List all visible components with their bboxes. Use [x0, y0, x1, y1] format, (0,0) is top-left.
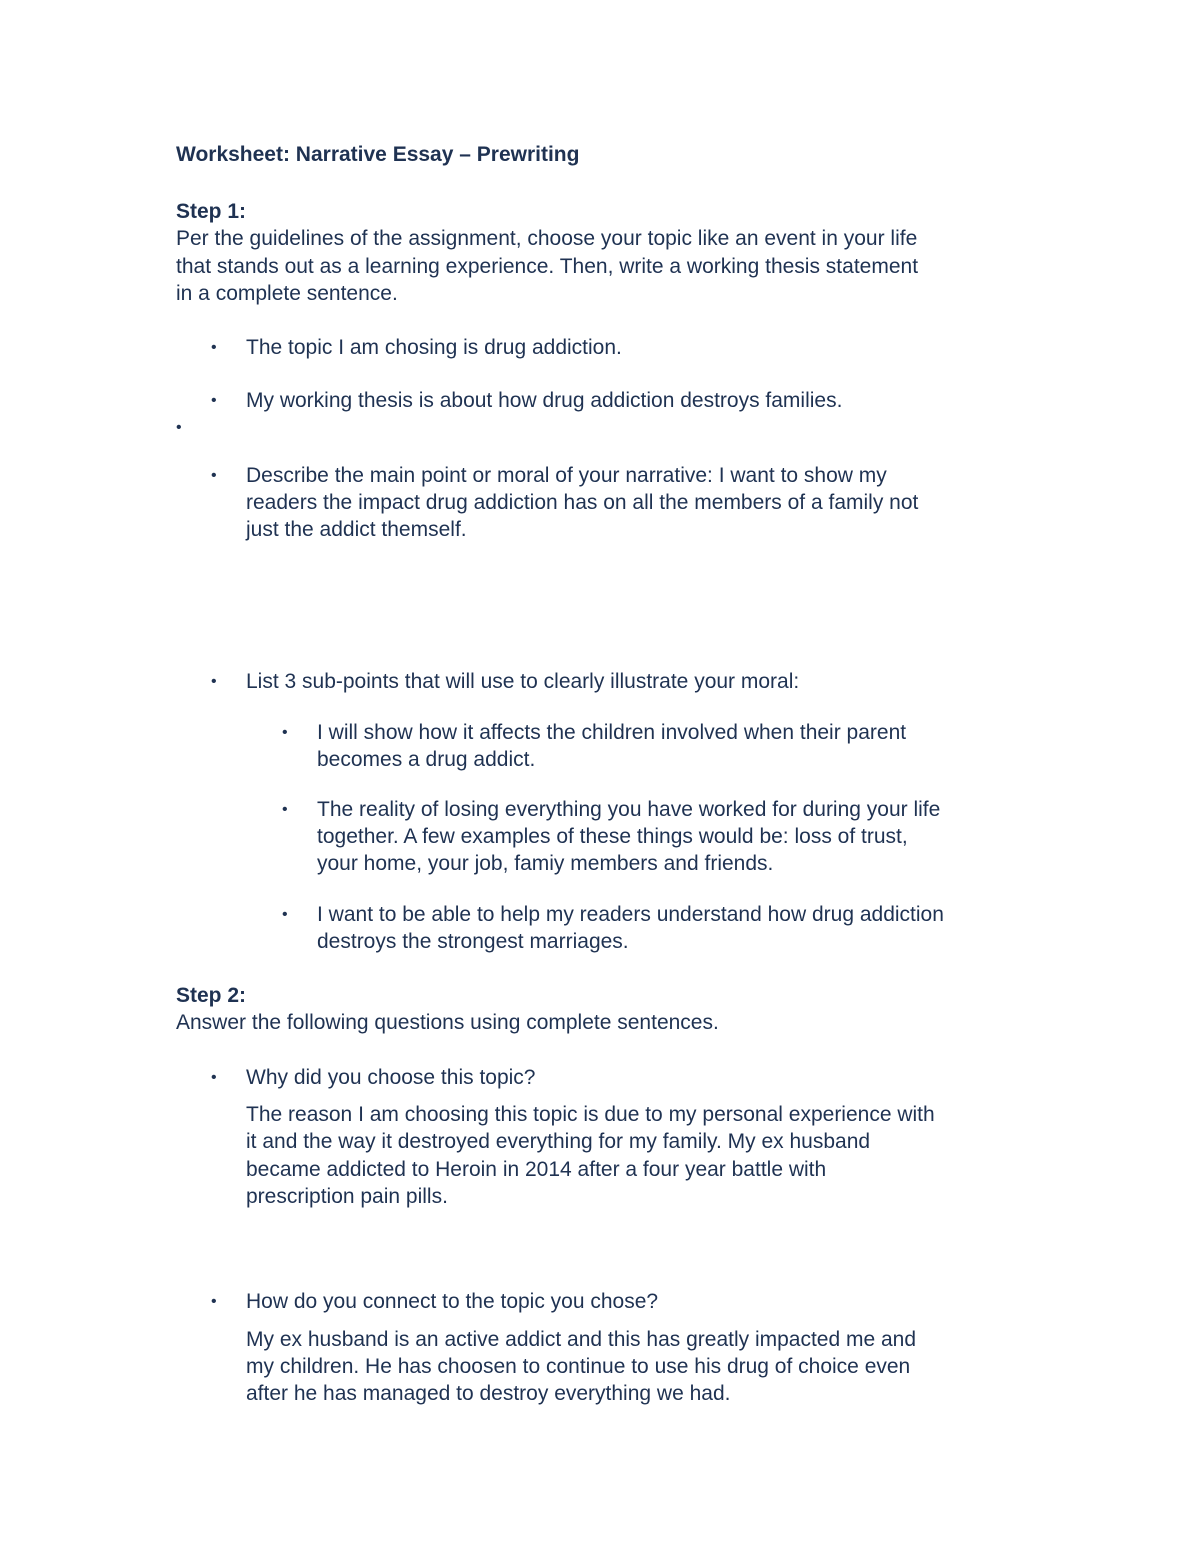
- subpoint-line: I want to be able to help my readers understand how drug addiction: [317, 903, 944, 926]
- bullet-icon: •: [176, 419, 182, 436]
- topic-item: The topic I am chosing is drug addiction.: [246, 336, 622, 359]
- thesis-item: My working thesis is about how drug addiction destroys families.: [246, 389, 843, 412]
- step1-instructions-line: in a complete sentence.: [176, 282, 398, 305]
- moral-item-line: readers the impact drug addiction has on all the members of a family not: [246, 491, 919, 514]
- step2-heading: Step 2:: [176, 984, 247, 1007]
- bullet-icon: •: [282, 906, 288, 923]
- bullet-icon: •: [282, 801, 288, 818]
- question-text: Why did you choose this topic?: [246, 1066, 536, 1089]
- bullet-icon: •: [211, 467, 217, 484]
- bullet-icon: •: [211, 1293, 217, 1310]
- step1-instructions-line: Per the guidelines of the assignment, choose your topic like an event in your life: [176, 227, 918, 250]
- bullet-icon: •: [211, 339, 217, 356]
- bullet-icon: •: [211, 1069, 217, 1086]
- answer-line: after he has managed to destroy everything we had.: [246, 1382, 731, 1405]
- bullet-icon: •: [211, 392, 217, 409]
- step1-instructions-line: that stands out as a learning experience. Then, write a working thesis statement: [176, 255, 919, 278]
- answer-line: My ex husband is an active addict and this has greatly impacted me and: [246, 1328, 917, 1351]
- subpoint-line: together. A few examples of these things would be: loss of trust,: [317, 825, 908, 848]
- subpoint-line: destroys the strongest marriages.: [317, 930, 629, 953]
- moral-item-line: Describe the main point or moral of your narrative: I want to show my: [246, 464, 887, 487]
- worksheet-page: [176, 0, 1036, 1553]
- subpoint-line: your home, your job, famiy members and friends.: [317, 852, 774, 875]
- answer-line: became addicted to Heroin in 2014 after a four year battle with: [246, 1158, 827, 1181]
- question-text: How do you connect to the topic you chose?: [246, 1290, 659, 1313]
- answer-line: my children. He has choosen to continue to use his drug of choice even: [246, 1355, 911, 1378]
- page-title: Worksheet: Narrative Essay – Prewriting: [176, 143, 580, 166]
- answer-line: The reason I am choosing this topic is due to my personal experience with: [246, 1103, 935, 1126]
- subpoint-line: I will show how it affects the children involved when their parent: [317, 721, 907, 744]
- subpoint-line: becomes a drug addict.: [317, 748, 536, 771]
- moral-item-line: just the addict themself.: [246, 518, 467, 541]
- subpoints-prompt: List 3 sub-points that will use to clearly illustrate your moral:: [246, 670, 800, 693]
- bullet-icon: •: [282, 724, 288, 741]
- step2-instructions: Answer the following questions using complete sentences.: [176, 1011, 719, 1034]
- subpoint-line: The reality of losing everything you have worked for during your life: [317, 798, 941, 821]
- bullet-icon: •: [211, 673, 217, 690]
- answer-line: prescription pain pills.: [246, 1185, 448, 1208]
- step1-heading: Step 1:: [176, 200, 247, 223]
- answer-line: it and the way it destroyed everything for my family. My ex husband: [246, 1130, 871, 1153]
